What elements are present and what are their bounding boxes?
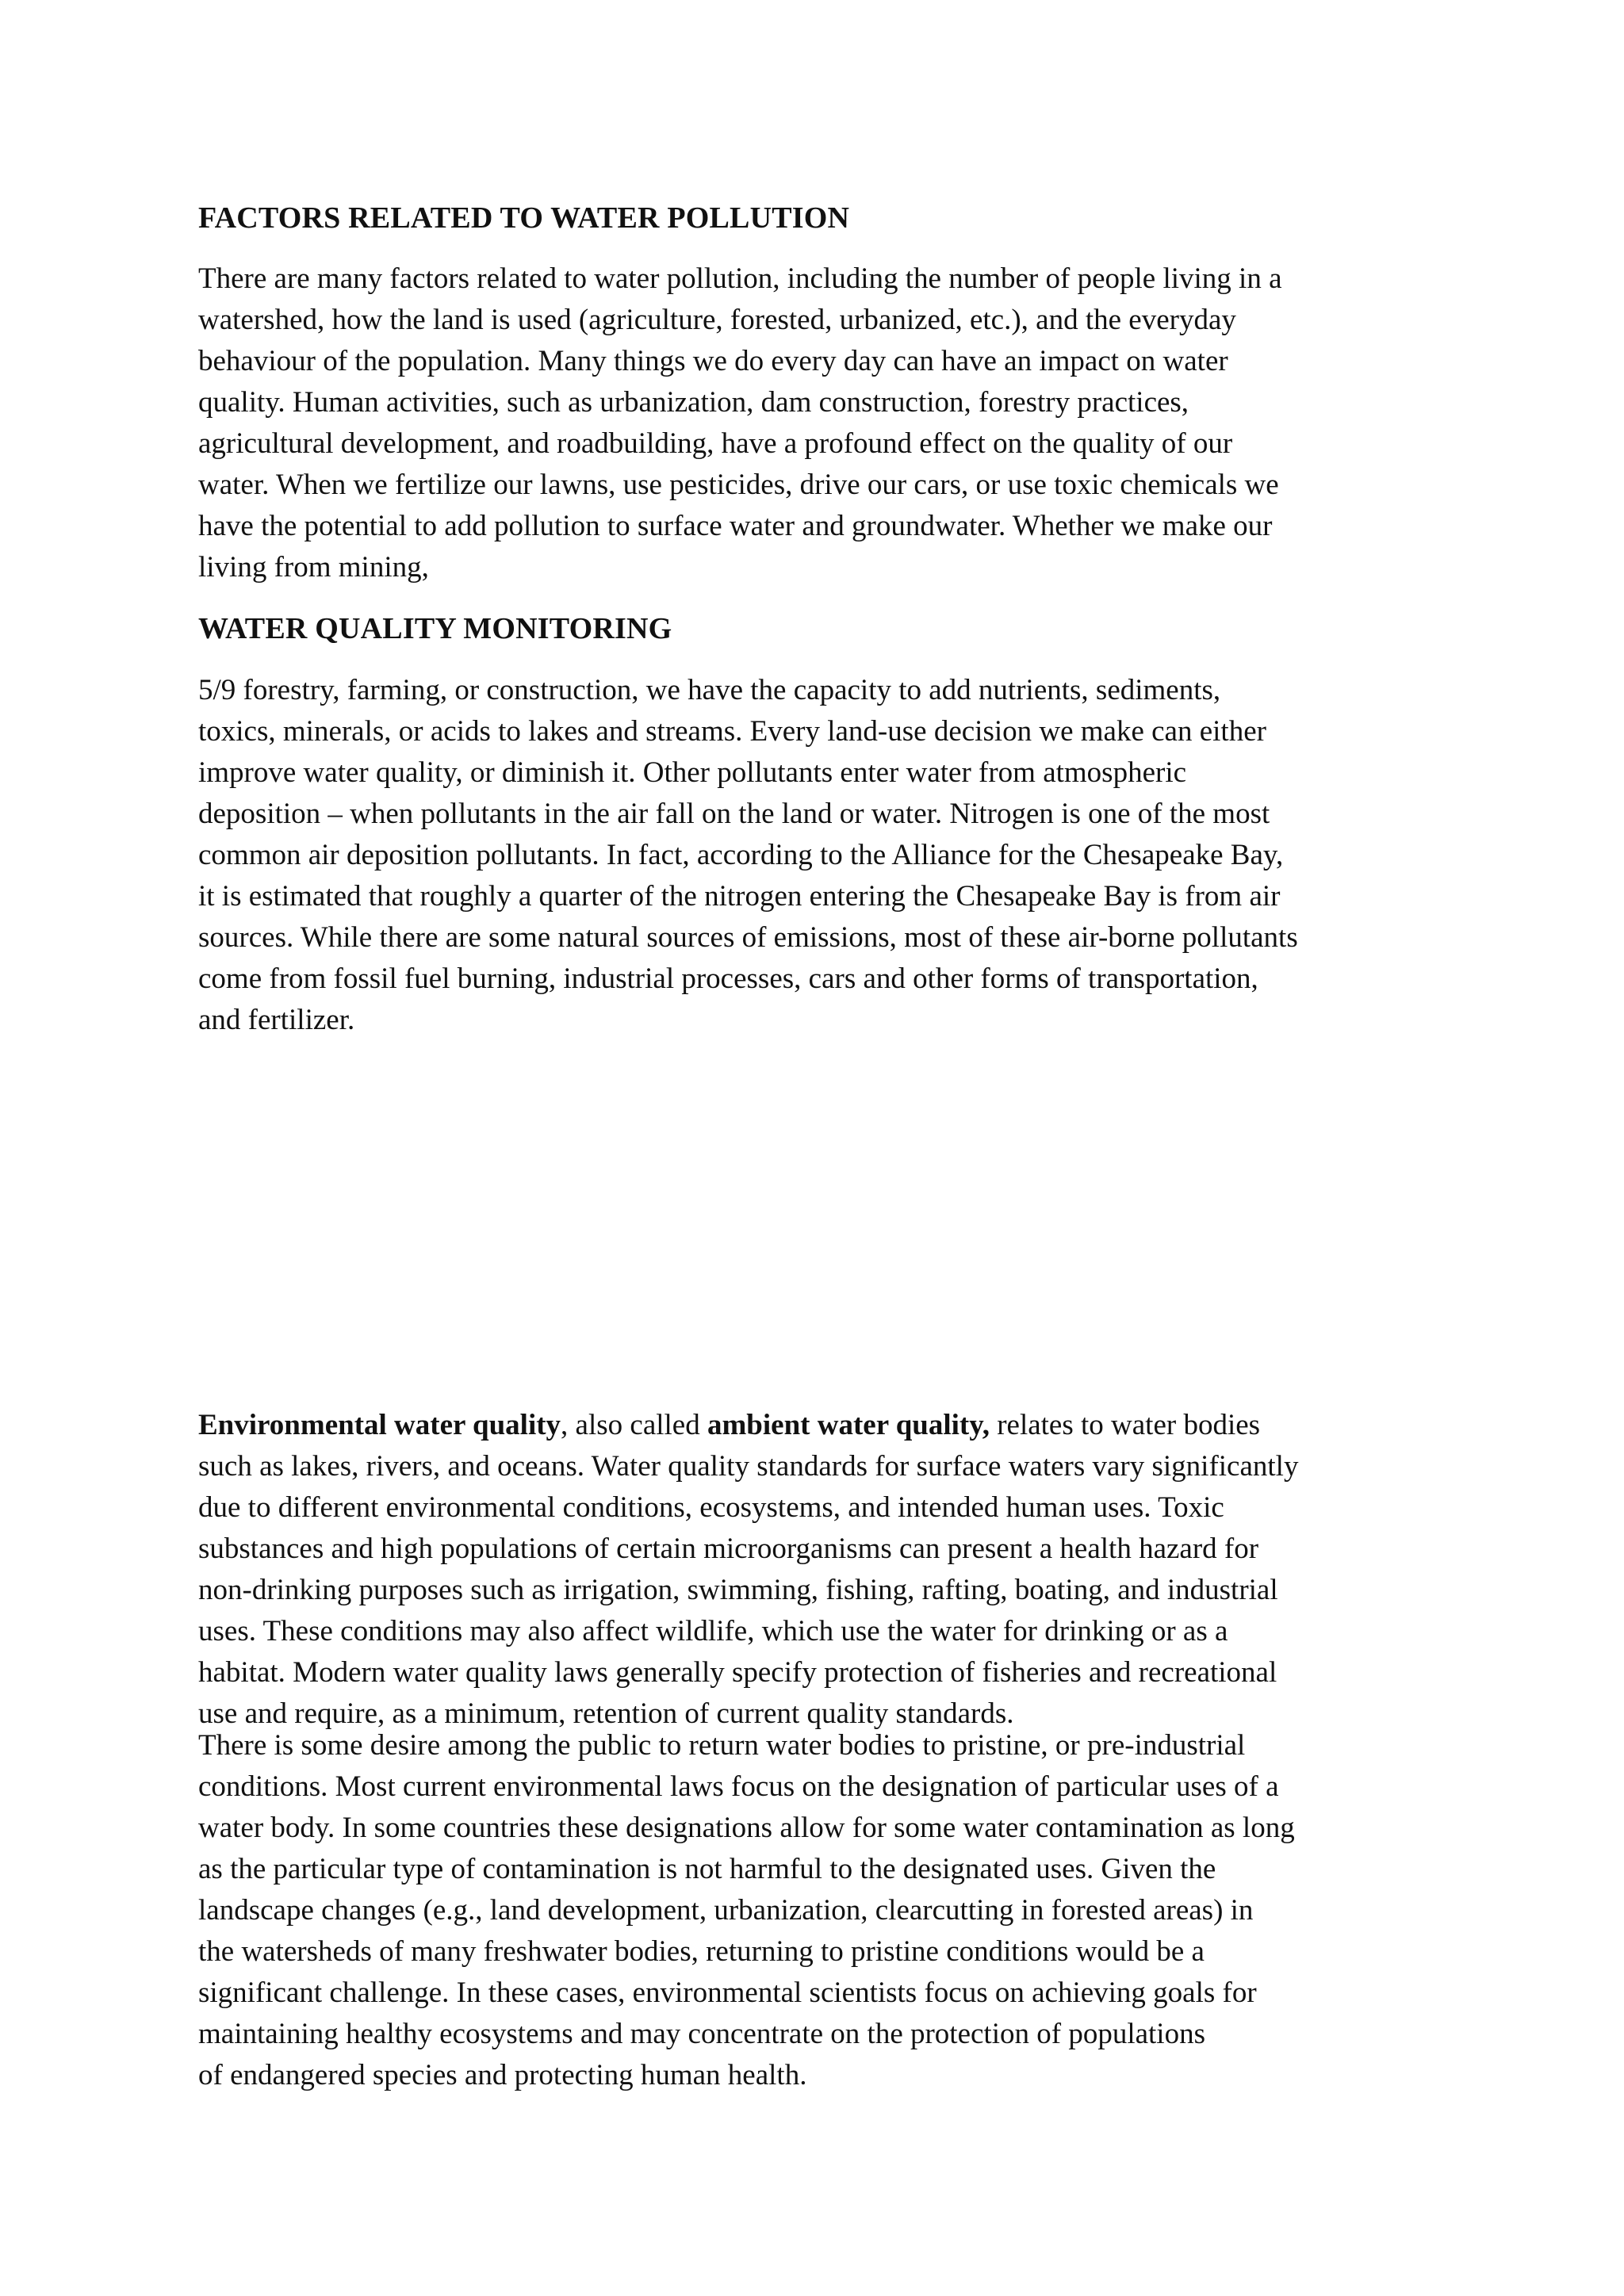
- paragraph-pristine-conditions: [198, 1725, 1443, 2096]
- section-heading-water-pollution-factors: FACTORS RELATED TO WATER POLLUTION: [198, 201, 850, 235]
- paragraph-text: [198, 1405, 1443, 1735]
- term-ambient-water-quality: ambient water quality,: [707, 1409, 990, 1441]
- section-heading-water-quality-monitoring: WATER QUALITY MONITORING: [198, 612, 672, 645]
- text-fragment: , also called: [561, 1409, 707, 1441]
- term-environmental-water-quality: Environmental water quality: [198, 1409, 561, 1441]
- paragraph-text: There are many factors related to water pollution, including the number of people living in a watershed, how the land is used (agriculture, forested, urbanized, etc.), and the everyday behaviour of the population. Many things we do every day can have an impact on water quality. Human activities, such as urbanization, dam construction, forestry practices, agricultural development, and roadbuilding, have a profound effect on the quality of our water. When we fertilize our lawns, use pesticides, drive our cars, or use toxic chemicals we have the potential to add pollution to surface water and groundwater. Whether we make our living from mining,: [198, 262, 1282, 584]
- paragraph-water-quality-monitoring: [198, 670, 1443, 1041]
- paragraph-water-pollution-factors: [198, 258, 1443, 588]
- paragraph-text: There is some desire among the public to return water bodies to pristine, or pre-industrial conditions. Most current environmental laws focus on the designation of particular uses of a water body. In some countries these designations allow for some water contamination as long as the particular type of contamination is not harmful to the designated uses. Given the landscape changes (e.g., land development, urbanization, clearcutting in forested areas) in the watersheds of many freshwater bodies, returning to pristine conditions would be a significant challenge. In these cases, environmental scientists focus on achieving goals for maintaining healthy ecosystems and may concentrate on the protection of populations of endangered species and protecting human health.: [198, 1729, 1295, 2091]
- paragraph-text: 5/9 forestry, farming, or construction, we have the capacity to add nutrients, sediments, toxics, minerals, or acids to lakes and streams. Every land-use decision we make can either improve water quality, or diminish it. Other pollutants enter water from atmospheric deposition – when pollutants in the air fall on the land or water. Nitrogen is one of the most common air deposition pollutants. In fact, according to the Alliance for the Chesapeake Bay, it is estimated that roughly a quarter of the nitrogen entering the Chesapeake Bay is from air sources. While there are some natural sources of emissions, most of these air-borne pollutants come from fossil fuel burning, industrial processes, cars and other forms of transportation, and fertilizer.: [198, 674, 1298, 1036]
- paragraph-environmental-water-quality: [198, 1405, 1443, 1735]
- text-fragment: relates to water bodies such as lakes, rivers, and oceans. Water quality standards for surface waters vary significantly due to different environmental conditions, ecosystems, and intended human uses. Toxic substances and high populations of certain microorganisms can present a health hazard for non-drinking purposes such as irrigation, swimming, fishing, rafting, boating, and industrial uses. These conditions may also affect wildlife, which use the water for drinking or as a habitat. Modern water quality laws generally specify protection of fisheries and recreational use and require, as a minimum, retention of current quality standards.: [198, 1409, 1299, 1730]
